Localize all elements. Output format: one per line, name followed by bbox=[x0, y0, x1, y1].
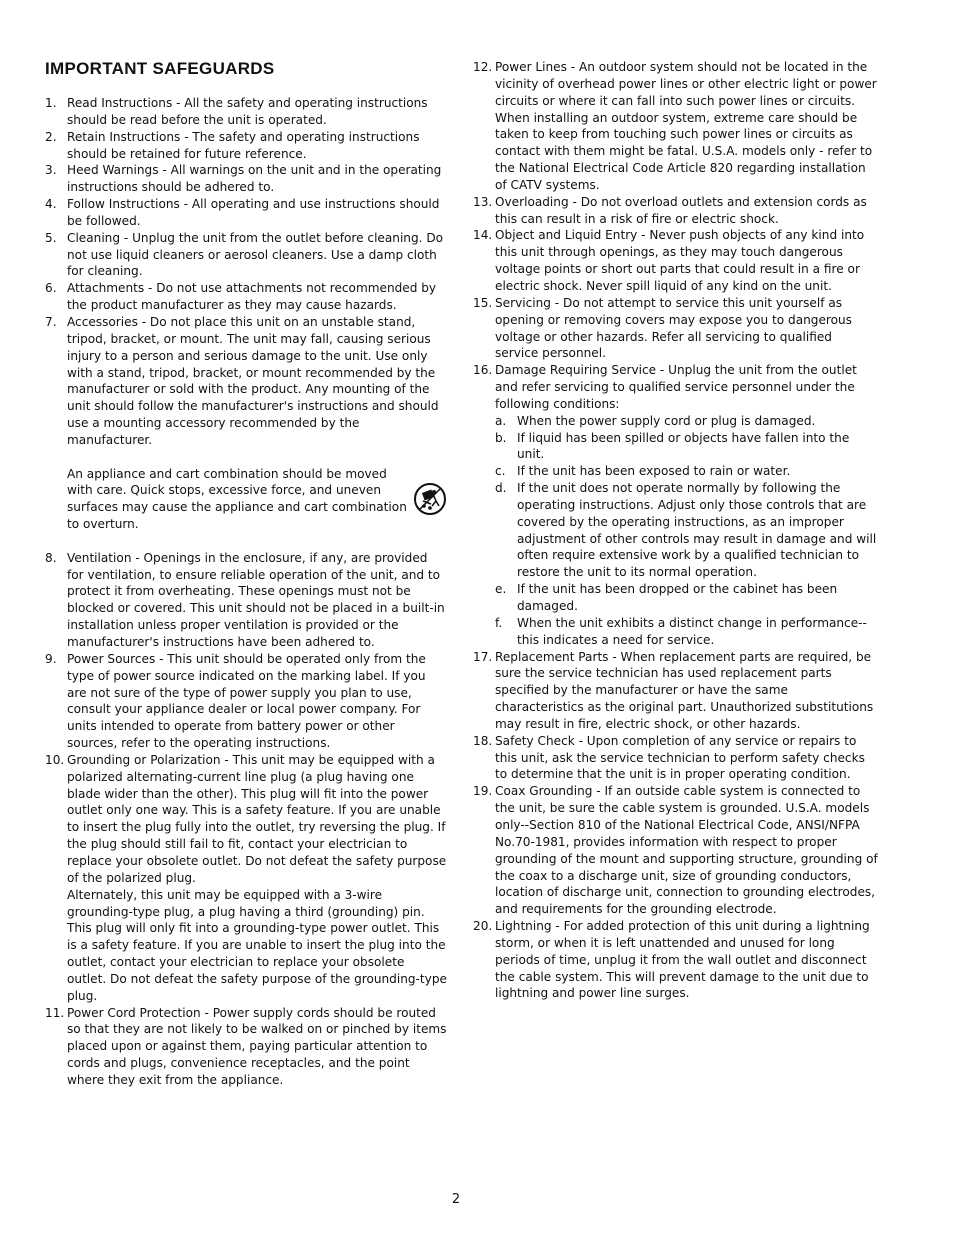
item-number: 18. bbox=[473, 733, 493, 748]
item-text: Safety Check - Upon completion of any service or repairs to this unit, ask the service technician to perform safety checks to determine that the unit is in proper operating condition. bbox=[495, 733, 865, 782]
item-number: 15. bbox=[473, 295, 493, 310]
sub-item-text: When the power supply cord or plug is damaged. bbox=[517, 413, 816, 428]
safeguard-item-4 bbox=[45, 196, 447, 230]
item-text-continued: Alternately, this unit may be equipped with a 3-wire grounding-type plug, a plug having a third (grounding) pin. This plug will only fit into a grounding-type power outlet. This is a safety feature. If you are unable to insert the plug into the outlet, contact your electrician to replace your obsolete outlet. Do not defeat the safety purpose of the grounding-type plug. bbox=[67, 887, 447, 1003]
item-text: Replacement Parts - When replacement parts are required, be sure the service technician has used replacement parts specified by the manufacturer or have the same characteristics as the original part. Unauthorized substitutions may result in fire, electric shock, or other hazards. bbox=[495, 649, 874, 731]
cart-warning bbox=[67, 466, 447, 533]
item-text: Follow Instructions - All operating and use instructions should be followed. bbox=[67, 197, 440, 228]
sub-item-d bbox=[495, 480, 878, 581]
item-number: 5. bbox=[45, 230, 57, 245]
item-text: Coax Grounding - If an outside cable system is connected to the unit, be sure the cable system is grounded. U.S.A. models only--Section 810 of the National Electrical Code, ANSI/NFPA No.70-1981, provides information with respect to proper grounding of the mount and supporting structure, grounding of the coax to a discharge unit, size of grounding conductors, location of discharge unit, connection to grounding electrodes, and requirements for the grounding electrode. bbox=[495, 784, 878, 917]
item-text: Servicing - Do not attempt to service this unit yourself as opening or removing covers may expose you to dangerous voltage or other hazards. Refer all servicing to qualified service personnel. bbox=[495, 295, 852, 361]
item-text: Retain Instructions - The safety and operating instructions should be retained for future reference. bbox=[67, 129, 420, 161]
safeguard-item-18 bbox=[473, 733, 878, 784]
sub-item-e bbox=[495, 581, 878, 615]
safeguard-item-15 bbox=[473, 295, 878, 362]
item-text: Overloading - Do not overload outlets and extension cords as this can result in a risk of fire or electric shock. bbox=[495, 194, 867, 226]
item-text: Cleaning - Unplug the unit from the outlet before cleaning. Do not use liquid cleaners or aerosol cleaners. Use a damp cloth for cleaning. bbox=[67, 230, 444, 279]
item-number: 19. bbox=[473, 784, 493, 799]
item-number: 11. bbox=[45, 1005, 65, 1020]
right-column bbox=[473, 59, 878, 1002]
item-number: 20. bbox=[473, 919, 493, 934]
safeguard-item-7 bbox=[45, 314, 447, 550]
item-text: Damage Requiring Service - Unplug the unit from the outlet and refer servicing to qualified service personnel under the following conditions: bbox=[495, 363, 857, 411]
item-number: 10. bbox=[45, 752, 65, 767]
page-number: 2 bbox=[451, 1192, 461, 1207]
item-text: Read Instructions - All the safety and operating instructions should be read before the unit is operated. bbox=[67, 96, 428, 127]
safeguard-item-19 bbox=[473, 783, 878, 918]
safeguard-item-8 bbox=[45, 550, 447, 651]
sub-item-text: When the unit exhibits a distinct change in performance--this indicates a need for service. bbox=[517, 615, 867, 647]
item-number: 6. bbox=[45, 281, 57, 296]
safeguard-item-12 bbox=[473, 59, 878, 194]
item-number: 12. bbox=[473, 60, 493, 74]
item-number: 13. bbox=[473, 194, 493, 209]
sub-item-text: If liquid has been spilled or objects have fallen into the unit. bbox=[517, 430, 850, 462]
item-text: Power Cord Protection - Power supply cords should be routed so that they are not likely to be walked on or pinched by items placed upon or against them, paying particular attention to cords and plugs, convenience receptacles, and the point where they exit from the appliance. bbox=[67, 1005, 447, 1087]
sub-item-b bbox=[495, 430, 878, 464]
item-text: Attachments - Do not use attachments not recommended by the product manufacturer as they may cause hazards. bbox=[67, 281, 437, 313]
safeguard-item-1 bbox=[45, 95, 447, 129]
safeguard-item-16 bbox=[473, 362, 878, 648]
item-number: 7. bbox=[45, 314, 57, 329]
left-column bbox=[45, 59, 447, 1089]
safeguard-item-3 bbox=[45, 162, 447, 196]
item-text: Object and Liquid Entry - Never push objects of any kind into this unit through openings, as they may touch dangerous voltage points or short out parts that could result in a fire or electric shock. Never spill liquid of any kind on the unit. bbox=[495, 228, 865, 293]
safeguard-item-14 bbox=[473, 227, 878, 294]
safeguard-item-11 bbox=[45, 1005, 447, 1089]
item-text: Heed Warnings - All warnings on the unit and in the operating instructions should be adhered to. bbox=[67, 163, 442, 195]
item-text: Power Sources - This unit should be operated only from the type of power source indicated on the marking label. If you are not sure of the type of power supply you plan to use, consult your appliance dealer or local power company. For units intended to operate from battery power or other sources, refer to the operating instructions. bbox=[67, 651, 426, 751]
item-number: 1. bbox=[45, 96, 57, 110]
safeguard-item-9 bbox=[45, 651, 447, 752]
item-number: 8. bbox=[45, 550, 57, 565]
safeguard-item-2 bbox=[45, 129, 447, 163]
item-text: Lightning - For added protection of this unit during a lightning storm, or when it is left unattended and unused for long periods of time, unplug it from the wall outlet and disconnect the cable system. This will prevent damage to the unit due to lightning and power line surges. bbox=[495, 919, 870, 1001]
cart-tip-over-icon bbox=[413, 482, 447, 516]
cart-warning-text: An appliance and cart combination should be moved with care. Quick stops, excessive force, and uneven surfaces may cause the appliance and cart combination to overturn. bbox=[67, 466, 407, 532]
safeguard-item-10 bbox=[45, 752, 447, 1005]
item-number: 2. bbox=[45, 129, 57, 144]
item-text: Grounding or Polarization - This unit may be equipped with a polarized alternating-current line plug (a plug having one blade wider than the other). This plug will fit into the power outlet only one way. This is a safety feature. If you are unable to insert the plug fully into the outlet, try reversing the plug. If the plug should still fail to fit, contact your electrician to replace your obsolete outlet. Do not defeat the safety purpose of the polarized plug. bbox=[67, 752, 447, 885]
sub-item-text: If the unit does not operate normally by following the operating instructions. Adjust only those controls that are covered by the operating instructions, as an improper adjustment of other controls may result in damage and will often require extensive work by a qualified technician to restore the unit to its normal operation. bbox=[517, 481, 877, 580]
sub-item-letter: a. bbox=[495, 413, 507, 428]
safeguard-item-5 bbox=[45, 230, 447, 281]
page-title: IMPORTANT SAFEGUARDS bbox=[45, 59, 275, 78]
sub-item-letter: e. bbox=[495, 582, 507, 597]
sub-item-a bbox=[495, 413, 878, 430]
sub-item-f bbox=[495, 615, 878, 649]
sub-item-text: If the unit has been dropped or the cabinet has been damaged. bbox=[517, 582, 838, 613]
item-number: 9. bbox=[45, 651, 57, 666]
safeguard-item-17 bbox=[473, 649, 878, 733]
sub-item-text: If the unit has been exposed to rain or water. bbox=[517, 464, 791, 479]
safeguard-item-13 bbox=[473, 194, 878, 228]
item-number: 4. bbox=[45, 197, 57, 212]
item-text: Power Lines - An outdoor system should not be located in the vicinity of overhead power lines or other electric light or power circuits or where it can fall into such power lines or circuits. When installing an outdoor system, extreme care should be taken to keep from touching such power lines or circuits as contact with them might be fatal. U.S.A. models only - refer to the National Electrical Code Article 820 regarding installation of CATV systems. bbox=[495, 60, 877, 192]
item-number: 3. bbox=[45, 163, 57, 178]
item-text: Accessories - Do not place this unit on an unstable stand, tripod, bracket, or mount. The unit may fall, causing serious injury to a person and serious damage to the unit. Use only with a stand, tripod, bracket, or mount recommended by the manufacturer or sold with the product. Any mounting of the unit should follow the manufacturer's instructions and should use a mounting accessory recommended by the manufacturer. bbox=[67, 314, 439, 447]
sub-item-letter: c. bbox=[495, 464, 506, 479]
sub-item-letter: f. bbox=[495, 615, 503, 630]
item-number: 16. bbox=[473, 363, 493, 378]
item-text: Ventilation - Openings in the enclosure, if any, are provided for ventilation, to ensure reliable operation of the unit, and to protect it from overheating. These openings must not be blocked or covered. This unit should not be placed in a built-in installation unless proper ventilation is provided or the manufacturer's instructions have been adhered to. bbox=[67, 550, 445, 649]
safeguard-item-20 bbox=[473, 918, 878, 1002]
sub-item-letter: b. bbox=[495, 430, 507, 445]
safeguard-item-6 bbox=[45, 280, 447, 314]
item-number: 14. bbox=[473, 228, 493, 243]
sub-item-c bbox=[495, 463, 878, 480]
item-number: 17. bbox=[473, 649, 493, 664]
sub-item-letter: d. bbox=[495, 481, 507, 496]
